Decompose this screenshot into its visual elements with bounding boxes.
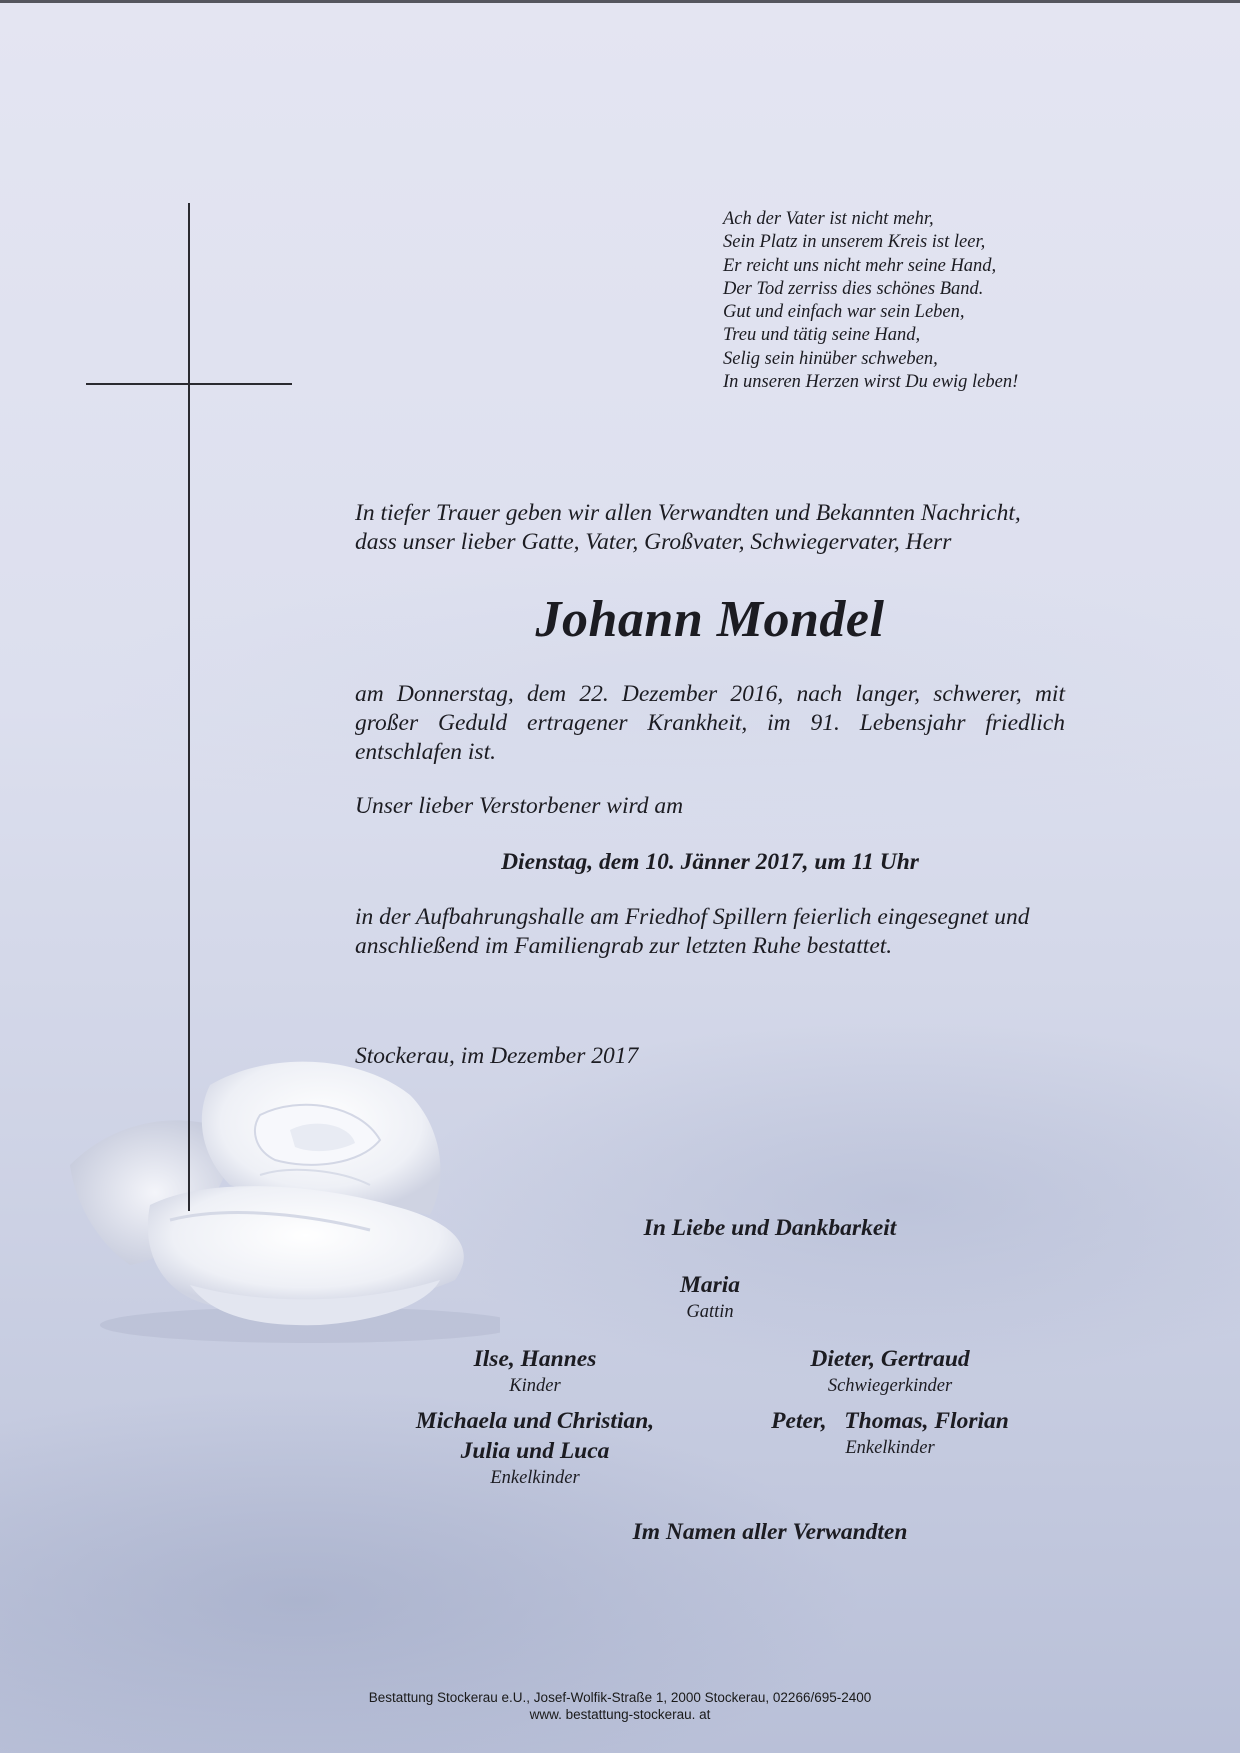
signature-role: Enkelkinder: [490, 1468, 580, 1488]
death-line: großer Geduld ertragener Krankheit, im 91. Lebensjahr friedlich: [355, 710, 1065, 736]
funeral-place: [355, 903, 1065, 961]
signatures-heading: In Liebe und Dankbarkeit: [643, 1215, 897, 1241]
poem-line: Der Tod zerriss dies schönes Band.: [723, 278, 984, 299]
poem-line: Er reicht uns nicht mehr seine Hand,: [723, 255, 997, 276]
death-line: entschlafen ist.: [355, 739, 496, 765]
death-notice: [355, 680, 1065, 767]
cross-vertical-bar: [188, 203, 190, 1211]
poem-line: Ach der Vater ist nicht mehr,: [723, 209, 934, 229]
signature-role: Kinder: [509, 1376, 561, 1396]
signature-name: Michaela und Christian,: [415, 1408, 655, 1434]
signature-name: Julia und Luca: [460, 1438, 610, 1464]
cross-horizontal-bar: [86, 383, 292, 385]
intro-line: In tiefer Trauer geben wir allen Verwandten und Bekannten Nachricht,: [355, 500, 1021, 526]
funeral-intro: Unser lieber Verstorbener wird am: [355, 793, 684, 819]
funeral-home-footer: [0, 1689, 1240, 1723]
signature-role: Schwiegerkinder: [827, 1376, 953, 1396]
poem-line: Gut und einfach war sein Leben,: [723, 302, 965, 323]
funeral-place-line: in der Aufbahrungshalle am Friedhof Spillern feierlich eingesegnet und: [355, 904, 1030, 930]
white-rose-image: [60, 1055, 500, 1345]
signature-name: Peter, Thomas, Florian: [771, 1408, 1009, 1434]
death-line: am Donnerstag, dem 22. Dezember 2016, nach langer, schwerer, mit: [355, 681, 1065, 707]
signature-spouse: [560, 1270, 860, 1324]
deceased-name: Johann Mondel: [535, 591, 885, 648]
signature-grandchildren-right: [730, 1406, 1050, 1460]
poem-line: Treu und tätig seine Hand,: [723, 325, 921, 346]
intro-line: dass unser lieber Gatte, Vater, Großvater, Schwiegervater, Herr: [355, 529, 952, 555]
signature-name: Dieter, Gertraud: [810, 1346, 970, 1372]
signature-children: [370, 1344, 700, 1398]
footer-website: www. bestattung-stockerau. at: [529, 1707, 711, 1722]
poem-line: In unseren Herzen wirst Du ewig leben!: [723, 372, 1019, 393]
funeral-place-line: anschließend im Familiengrab zur letzten Ruhe bestattet.: [355, 933, 893, 959]
place-and-date: Stockerau, im Dezember 2017: [355, 1043, 639, 1069]
announcement-intro: [355, 499, 1065, 557]
signature-role: Gattin: [686, 1302, 734, 1322]
signature-name: Maria: [679, 1272, 741, 1298]
memorial-poem: [723, 208, 1143, 394]
poem-line: Sein Platz in unserem Kreis ist leer,: [723, 232, 986, 253]
signature-grandchildren-left: [370, 1406, 700, 1490]
signatures-closing: Im Namen aller Verwandten: [632, 1519, 908, 1545]
signature-name: Ilse, Hannes: [473, 1346, 597, 1372]
signature-children-in-law: [730, 1344, 1050, 1398]
top-edge-rule: [0, 0, 1240, 3]
funeral-date: Dienstag, dem 10. Jänner 2017, um 11 Uhr: [501, 849, 919, 875]
poem-line: Selig sein hinüber schweben,: [723, 348, 938, 369]
signature-role: Enkelkinder: [845, 1438, 935, 1458]
footer-address: Bestattung Stockerau e.U., Josef-Wolfik-Straße 1, 2000 Stockerau, 02266/695-2400: [368, 1690, 872, 1705]
